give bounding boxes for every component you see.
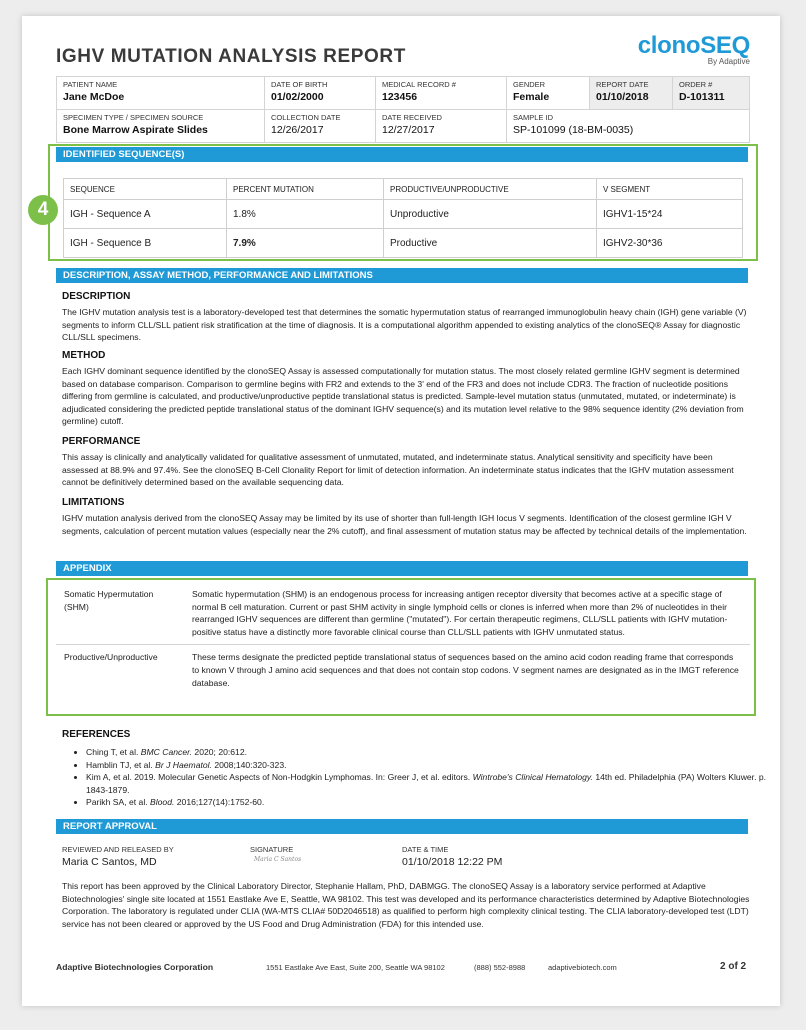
v-segment: IGHV2-30*36 — [597, 229, 743, 258]
method-text: Each IGHV dominant sequence identified by the clonoSEQ Assay is assessed computationally for mutation status. The most closely related germline IGHV segment is determined based on database comparison. Comparison to germline begins with FR2 and extends to the 3' end of the FR3 and does not include CDR3. The fraction of nucleotide positions differing from germline is calculated, and productive/unproductive peptide translational status is predicted. Sample-level mutation status (unmutated, mutated, or indeterminate) is adjudicated considering the predicted peptide translational status of the dominant IGHV sequence(s) and its mutation level relative to the 98% sequence identity (2% deviation from germline) cutoff. — [62, 366, 744, 427]
dob-cell — [265, 77, 376, 110]
gender-cell — [507, 77, 590, 110]
description-text: The IGHV mutation analysis test is a laboratory-developed test that determines the somatic hypermutation status of rearranged immunoglobulin heavy chain (IGH) gene variable (V) segments to inform CLL/SLL patient risk stratification at the time of diagnosis. It is a computational algorithm appended to existing analytics of the clonoSEQ® Assay for diagnostic CLL/SLL specimens. — [62, 307, 747, 343]
gender-value: Female — [513, 91, 550, 103]
ref-text: 2016;127(14):1752-60. — [174, 797, 265, 808]
limitations-text: IGHV mutation analysis derived from the clonoSEQ Assay may be limited by its use of shorter than full-length IGH locus V segments. Identification of the closest germline IGH V segments, calculation of percent mutation values (especially near the 2% cutoff), and final assessment of mutation status may be affected by technical details of the implementation. — [62, 513, 747, 536]
ref-text: 2020; 20:612. — [192, 747, 247, 757]
report-date-cell — [590, 77, 673, 110]
mrn-cell — [376, 77, 507, 110]
logo-brand: clonoSEQ — [637, 32, 750, 59]
mrn-label: MEDICAL RECORD # — [382, 80, 456, 89]
footer-phone: (888) 552-8988 — [474, 963, 526, 972]
received-label: DATE RECEIVED — [382, 113, 442, 122]
reviewed-by: Maria C Santos, MD — [62, 856, 157, 868]
ref-journal: BMC Cancer. — [140, 747, 193, 757]
performance-text: This assay is clinically and analytically validated for qualitative assessment of unmutated, mutated, and indeterminate status. Analytical sensitivity and specificity have been assessed at 88.9% and 97.4%. See the clonoSEQ B-Cell Clonality Report for limit of detection information. An indeterminate status indicates that the IGHV mutation assessment cannot be definitively determined based on the available sequencing data. — [62, 452, 734, 488]
ref-text: Parikh SA, et al. — [86, 797, 151, 808]
description-title: DESCRIPTION — [62, 291, 131, 302]
callout-badge: 4 — [28, 195, 58, 225]
report-page — [22, 16, 780, 1006]
appendix-heading-bar: APPENDIX — [56, 561, 748, 576]
order-value: D-101311 — [679, 91, 725, 103]
ref-text: 14th ed. Philadelphia (PA) Wolters Kluwer. p. 1843-1879. — [86, 772, 767, 795]
percent-mutation: 7.9% — [227, 229, 384, 258]
patient-name-label: PATIENT NAME — [63, 80, 118, 89]
reviewed-label: REVIEWED AND RELEASED BY — [62, 845, 174, 854]
collection-label: COLLECTION DATE — [271, 113, 341, 122]
table-row — [56, 582, 750, 645]
table-row — [56, 645, 750, 695]
ref-text: Ching T, et al. — [86, 747, 141, 757]
order-cell — [673, 77, 750, 110]
ref-text: 2008;140:320-323. — [211, 759, 287, 770]
ref-journal: Wintrobe's Clinical Hematology. — [472, 772, 593, 783]
list-item — [86, 771, 776, 796]
appendix-definition: These terms designate the predicted peptide translational status of sequences based on the amino acid codon reading frame that corresponds to known V through J amino acid sequences and that does not contain stop codons. V segment names are designated as in the IMGT reference database. — [184, 645, 750, 695]
sequence-name: IGH - Sequence A — [64, 200, 227, 229]
patient-info-table — [56, 76, 750, 143]
sample-value: SP-101099 (18-BM-0035) — [513, 124, 634, 136]
ref-text: Kim A, et al. 2019. Molecular Genetic Aspects of Non-Hodgkin Lymphomas. In: Greer J, et al. editors. — [86, 772, 473, 783]
list-item — [86, 759, 776, 772]
list-item — [86, 746, 776, 759]
col-sequence: SEQUENCE — [64, 179, 227, 200]
references-list — [62, 746, 776, 809]
gender-label: GENDER — [513, 80, 546, 89]
collection-value: 12/26/2017 — [271, 124, 324, 136]
signature-image: Maria C Santos — [254, 856, 302, 863]
percent-mutation: 1.8% — [227, 200, 384, 229]
patient-name: Jane McDoe — [63, 91, 125, 103]
references-title: REFERENCES — [62, 729, 131, 740]
approval-heading-bar: REPORT APPROVAL — [56, 819, 748, 834]
sequence-name: IGH - Sequence B — [64, 229, 227, 258]
clonoseq-logo — [638, 32, 750, 66]
sequence-table — [63, 178, 743, 258]
appendix-table — [56, 582, 750, 695]
footer-website[interactable]: adaptivebiotech.com — [548, 963, 617, 972]
order-label: ORDER # — [679, 80, 713, 89]
sample-cell — [507, 110, 750, 143]
approval-statement: This report has been approved by the Clinical Laboratory Director, Stephanie Hallam, PhD, DABMGG. The clonoSEQ Assay is a laboratory service performed at Adaptive Biotechnologies' single site located at 1551 Eastlake Ave E, Seattle, WA 98102. This test was developed and its performance characteristics determined by Adaptive Biotechnologies Corporation. The laboratory is regulated under CLIA (WA-MTS CLIA# 50D2046518) as qualified to perform high complexity clinical testing. The CLIA laboratory-developed test (LDT) service has not been cleared or approved by the US Food and Drug Administration (FDA) for this intended use. — [62, 881, 750, 929]
dob-label: DATE OF BIRTH — [271, 80, 328, 89]
specimen-label: SPECIMEN TYPE / SPECIMEN SOURCE — [63, 113, 204, 122]
appendix-term: Productive/Unproductive — [56, 645, 184, 695]
dob-value: 01/02/2000 — [271, 91, 324, 103]
page-number: 2 of 2 — [720, 961, 747, 972]
performance-title: PERFORMANCE — [62, 436, 141, 447]
limitations-title: LIMITATIONS — [62, 497, 125, 508]
mrn-value: 123456 — [382, 91, 418, 103]
table-row — [64, 229, 743, 258]
specimen-cell — [57, 110, 265, 143]
identified-sequences-heading: IDENTIFIED SEQUENCE(S) — [56, 147, 748, 162]
collection-cell — [265, 110, 376, 143]
footer-company: Adaptive Biotechnologies Corporation — [56, 962, 214, 972]
method-title: METHOD — [62, 350, 106, 361]
appendix-definition: Somatic hypermutation (SHM) is an endogenous process for increasing antigen receptor diversity that becomes active at a specific stage of normal B cell maturation. Current or past SHM activity in single lymphoid cells or clones is inferred when more than 2% of nucleotides in their rearranged IGHV sequences are different than germline ("mutated"). For certain therapeutic regimens, CLL/SLL patients with IGHV mutation-positive status have a distinctly more favorable clinical course than CLL/SLL patients with IGHV unmutated status. — [192, 589, 728, 637]
col-productive: PRODUCTIVE/UNPRODUCTIVE — [384, 179, 597, 200]
footer-address: 1551 Eastlake Ave East, Suite 200, Seattle WA 98102 — [266, 963, 445, 972]
ref-text: Hamblin TJ, et al. — [86, 759, 156, 770]
datetime-value: 01/10/2018 12:22 PM — [402, 856, 503, 868]
productive-status: Unproductive — [384, 200, 597, 229]
col-percent-mutation: PERCENT MUTATION — [227, 179, 384, 200]
v-segment: IGHV1-15*24 — [597, 200, 743, 229]
sample-label: SAMPLE ID — [513, 113, 554, 122]
ref-journal: Blood. — [150, 797, 175, 808]
datetime-label: DATE & TIME — [402, 845, 449, 854]
table-row — [64, 200, 743, 229]
appendix-term: Somatic Hypermutation (SHM) — [64, 589, 154, 612]
specimen-value: Bone Marrow Aspirate Slides — [63, 124, 208, 136]
received-value: 12/27/2017 — [382, 124, 435, 136]
logo-by: By Adaptive — [707, 57, 750, 66]
description-heading-bar: DESCRIPTION, ASSAY METHOD, PERFORMANCE AND LIMITATIONS — [56, 268, 748, 283]
ref-journal: Br J Haematol. — [155, 759, 212, 770]
patient-name-cell — [57, 77, 265, 110]
received-cell — [376, 110, 507, 143]
sequence-table-header — [64, 179, 743, 200]
report-date-value: 01/10/2018 — [596, 91, 649, 103]
report-title: IGHV MUTATION ANALYSIS REPORT — [56, 46, 406, 67]
signature-label: SIGNATURE — [250, 845, 294, 854]
productive-status: Productive — [384, 229, 597, 258]
report-date-label: REPORT DATE — [596, 80, 649, 89]
col-v-segment: V SEGMENT — [597, 179, 743, 200]
list-item — [86, 796, 776, 809]
